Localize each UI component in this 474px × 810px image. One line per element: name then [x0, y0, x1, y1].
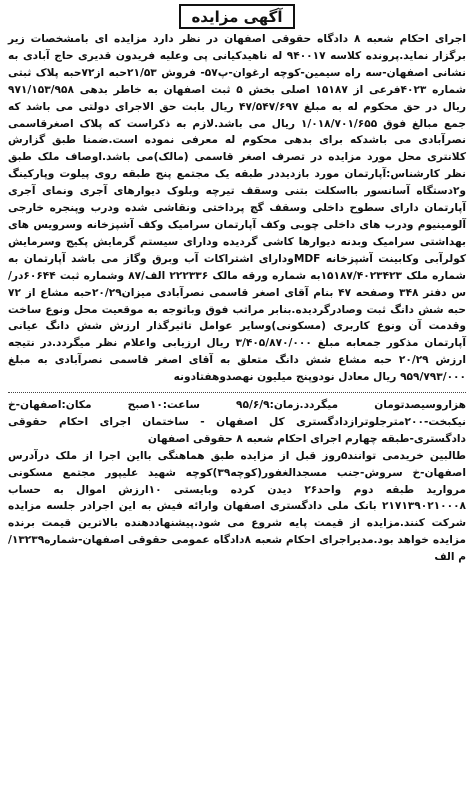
notice-paragraph-schedule: هزاروسیصدتومان میگردد.زمان:۹۵/۶/۹ ساعت:۱۰صبح مکان:اصفهان-خ نیکبخت-۲۰۰مترجلوترازدادگستری کل اصفهان - ساختمان اجرای احکام حقوقی دادگستری-طبقه چهارم اجرای احکام شعبه ۸ حقوقی اصفهان [8, 399, 466, 445]
notice-title: آگهی مزایده [179, 4, 294, 29]
notice-paragraph-main: اجرای احکام شعبه ۸ دادگاه حقوقی اصفهان در نظر دارد مزایده ای بامشخصات زیر برگزار نماید.پرونده کلاسه ۹۴۰۰۱۷ له ناهیدکیانی پی وعلیه فریدون قدیری حاج آبادی به نشانی اصفهان-سه راه سیمین-کوچه ارغوان-پ۵۷- فروش ۲۱/۵۳حبه از۷۲حبه پلاک ثبتی شماره ۴۰۲۳فرعی از ۱۵۱۸۷ اصلی بخش ۵ ثبت اصفهان به خاطر بدهی ۹۷۱/۱۵۳/۹۵۸ ریال در حق محکوم له به مبلغ ۴۷/۵۴۷/۶۹۷ ریال بابت حق الاجرای دولتی می باشد که جمع مبالغ فوق ۱/۰۱۸/۷۰۱/۶۵۵ ریال می باشد.لازم به ذکراست که پلاک اصغرقاسمی نصرآبادی می باشدکه برای بدهی محکوم له معرفی نموده است.ضمنا طبق گزارش کلانتری محل مورد مزایده در تصرف اصغر قاسمی (مالک)می باشد.اوصاف ملک طبق نظر کارشناس:آپارتمان مورد بازدیددر طبقه یک مجتمع پنج طبقه روی پیلوت وپارکینگ و۲دستگاه آسانسور بااسکلت بتنی وسقف تیرچه وبلوک دیوارهای آجری ونمای آجری آپارتمان دارای سطوح داخلی وسقف گچ پرداختی ونقاشی شده ودرب وپنجره خارجی آلومینیوم ودرب های داخلی چوبی وکف آپارتمان سرامیک وکف آشپزخانه وسرویس های بهداشتی سرامیک وبدنه دیوارها کاشی گردیده ودارای سیستم گرمایش پکیج وسرمایش کولرآبی وکابینت آشپزخانه MDFودارای اشتراکات آب وبرق وگاز می باشد آپارتمان به شماره ملک ۱۵۱۸۷/۴۰۲۳۴۲۳به شماره ورقه مالک ۲۲۲۳۳۶ الف/۸۷ وشماره ثبت ۶۰۶۴۴در/س دفتر ۳۴۸ وصفحه ۴۷ بنام آقای اصغر قاسمی نصرآبادی میزان۲۰/۲۹حبه مشاع از ۷۲ حبه شش دانگ ثبت وصادرگردیده.بنابر مراتب فوق وباتوجه به موقعیت محل ونوع ساخت وقدمت آن ونوع کاربری (مسکونی)وسایر عوامل تاثیرگذار ارزش شش دانگ عیانی آپارتمان مذکور جمعابه مبلغ ۳/۴۰۵/۸۷۰/۰۰۰ ریال ارزیابی واعلام نظر میگردد.در نتیجه ارزش ۲۰/۲۹ حبه مشاع شش دانگ متعلق به آقای اصغر قاسمی نصرآبادی به مبلغ ۹۵۹/۷۹۳/۰۰۰ ریال معادل نودوپنج میلیون نهصدوهفتادونه [8, 33, 467, 384]
section-divider [8, 392, 466, 393]
notice-paragraph-bidding: طالبین خریدمی توانند۵روز قبل از مزایده طبق هماهنگی بااین اجرا از ملک درآدرس اصفهان-خ سروش-جنب مسجدالغفور(کوچه۳۹)کوچه شهید علیپور مجتمع مسکونی مروارید طبقه دوم واحد۲۶ دیدن کرده وبایستی ۱۰ارزش اموال به حساب ۲۱۷۱۳۹۰۲۱۰۰۰۸ بانک ملی دادگستری اصفهان وارائه فیش به این اجرادر جلسه مزایده شرکت کنند.مزایده از قیمت پایه شروع می شود.پیشنهاددهنده بالاترین قیمت برنده مزایده خواهد بود.مدیراجرای احکام شعبه ۸دادگاه عمومی حقوقی اصفهان-شماره۱۳۲۳۹/م الف [8, 449, 467, 564]
header [8, 4, 466, 29]
